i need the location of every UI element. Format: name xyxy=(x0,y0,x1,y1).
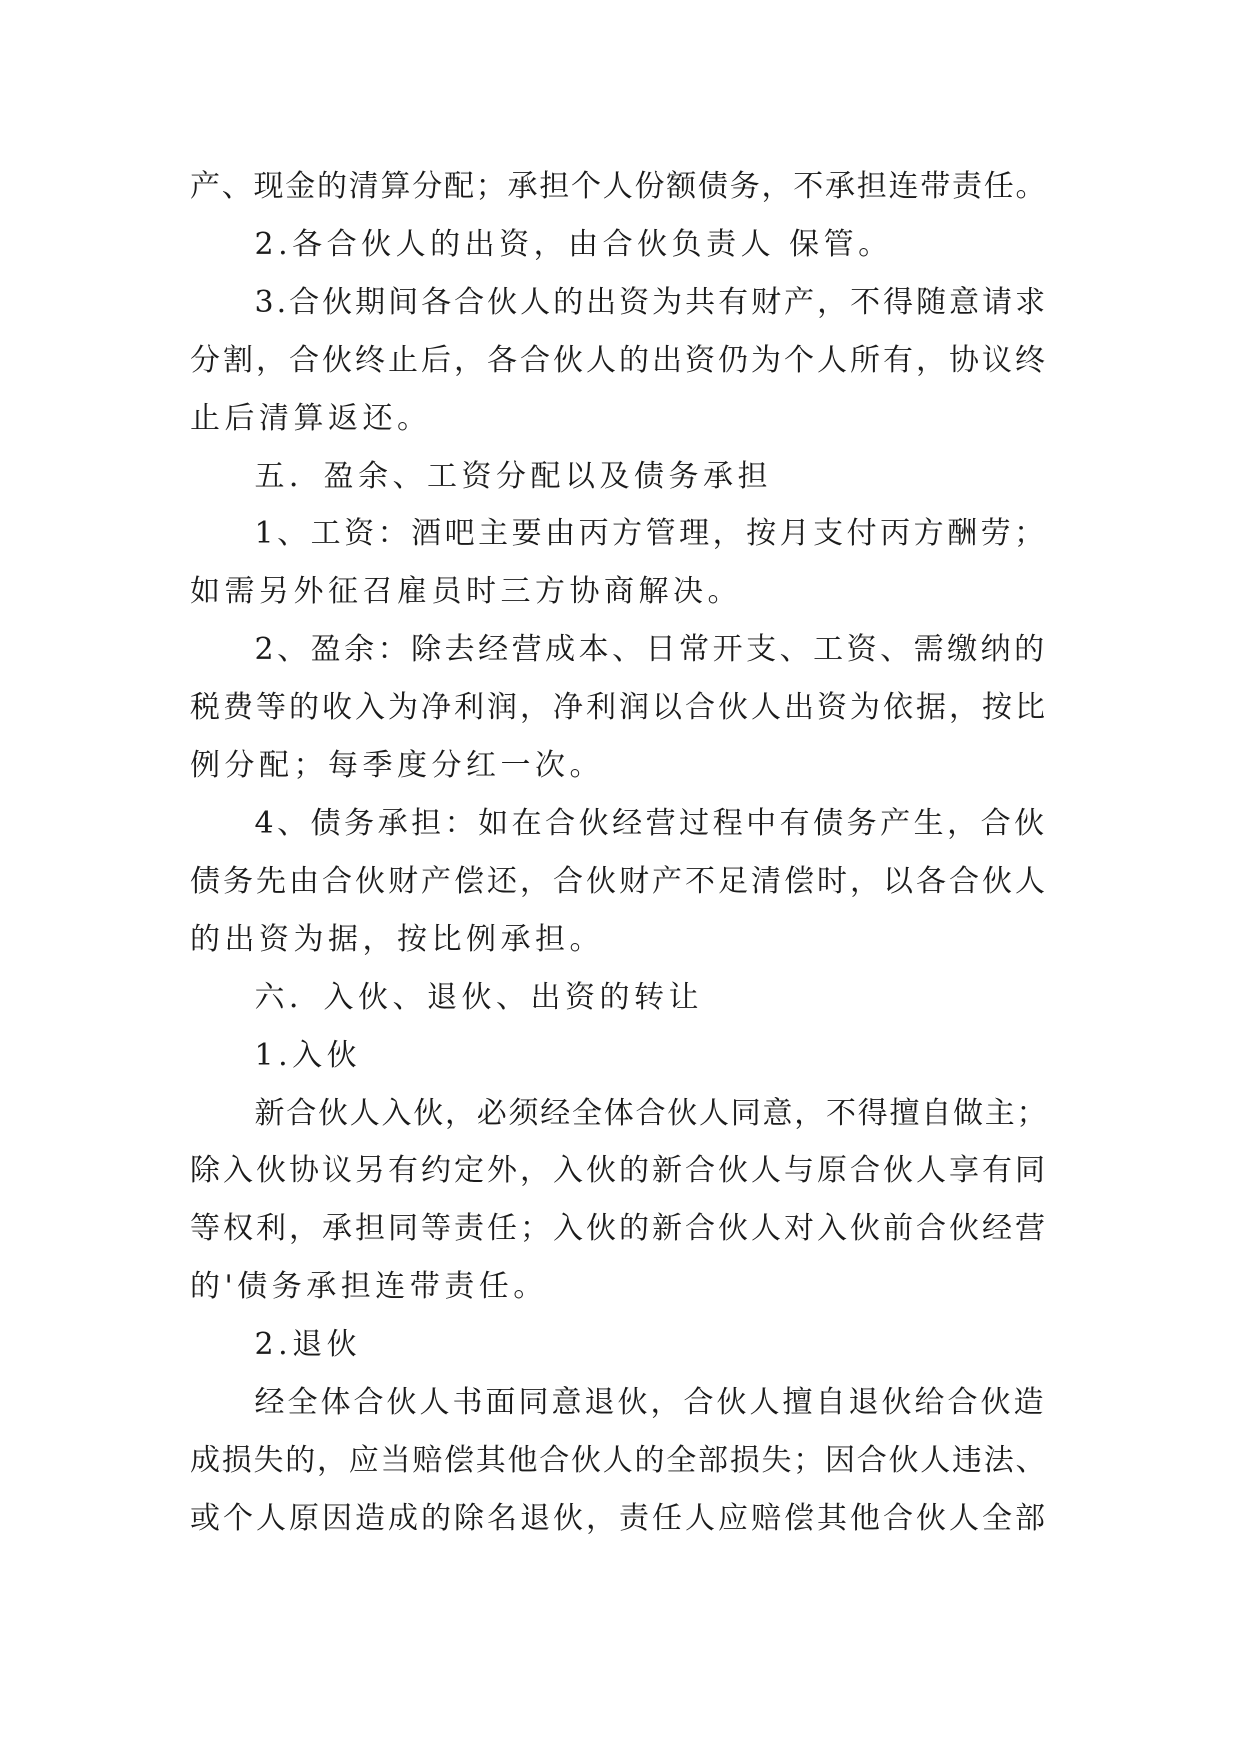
text-line: 例分配；每季度分红一次。 xyxy=(190,748,604,784)
text-line: 如需另外征召雇员时三方协商解决。 xyxy=(190,574,742,610)
text-line: 除入伙协议另有约定外，入伙的新合伙人与原合伙人享有同 xyxy=(190,1153,1048,1189)
text-line: 4、债务承担：如在合伙经营过程中有债务产生，合伙 xyxy=(254,805,1048,841)
text-line: 2.各合伙人的出资，由合伙负责人 保管。 xyxy=(254,226,893,262)
text-line: 分割，合伙终止后，各合伙人的出资仍为个人所有，协议终 xyxy=(190,342,1048,378)
document-body xyxy=(190,158,1052,1548)
text-line: 经全体合伙人书面同意退伙，合伙人擅自退伙给合伙造 xyxy=(254,1385,1047,1421)
text-line: 3.合伙期间各合伙人的出资为共有财产，不得随意请求 xyxy=(254,284,1049,320)
text-line: 1、工资：酒吧主要由丙方管理，按月支付丙方酬劳； xyxy=(254,516,1048,552)
text-line: 2、盈余：除去经营成本、日常开支、工资、需缴纳的 xyxy=(254,632,1048,668)
section-heading: 五．盈余、工资分配以及债务承担 xyxy=(254,458,772,494)
text-line: 的出资为据，按比例承担。 xyxy=(190,921,604,957)
text-line: 或个人原因造成的除名退伙，责任人应赔偿其他合伙人全部 xyxy=(190,1500,1048,1536)
text-line: 止后清算返还。 xyxy=(190,400,432,436)
section-heading: 六．入伙、退伙、出资的转让 xyxy=(254,979,703,1015)
text-line: 等权利，承担同等责任；入伙的新合伙人对入伙前合伙经营 xyxy=(190,1211,1048,1247)
text-line: 债务先由合伙财产偿还，合伙财产不足清偿时，以各合伙人 xyxy=(190,863,1048,899)
text-line: 产、现金的清算分配；承担个人份额债务，不承担连带责任。 xyxy=(190,169,1048,204)
subsection-heading: 1.入伙 xyxy=(254,1037,362,1073)
text-line: 的'债务承担连带责任。 xyxy=(190,1269,548,1305)
text-line: 税费等的收入为净利润，净利润以合伙人出资为依据，按比 xyxy=(190,690,1048,726)
text-line: 新合伙人入伙，必须经全体合伙人同意，不得擅自做主； xyxy=(254,1095,1049,1131)
text-line: 成损失的，应当赔偿其他合伙人的全部损失；因合伙人违法、 xyxy=(190,1442,1048,1478)
subsection-heading: 2.退伙 xyxy=(254,1327,362,1363)
